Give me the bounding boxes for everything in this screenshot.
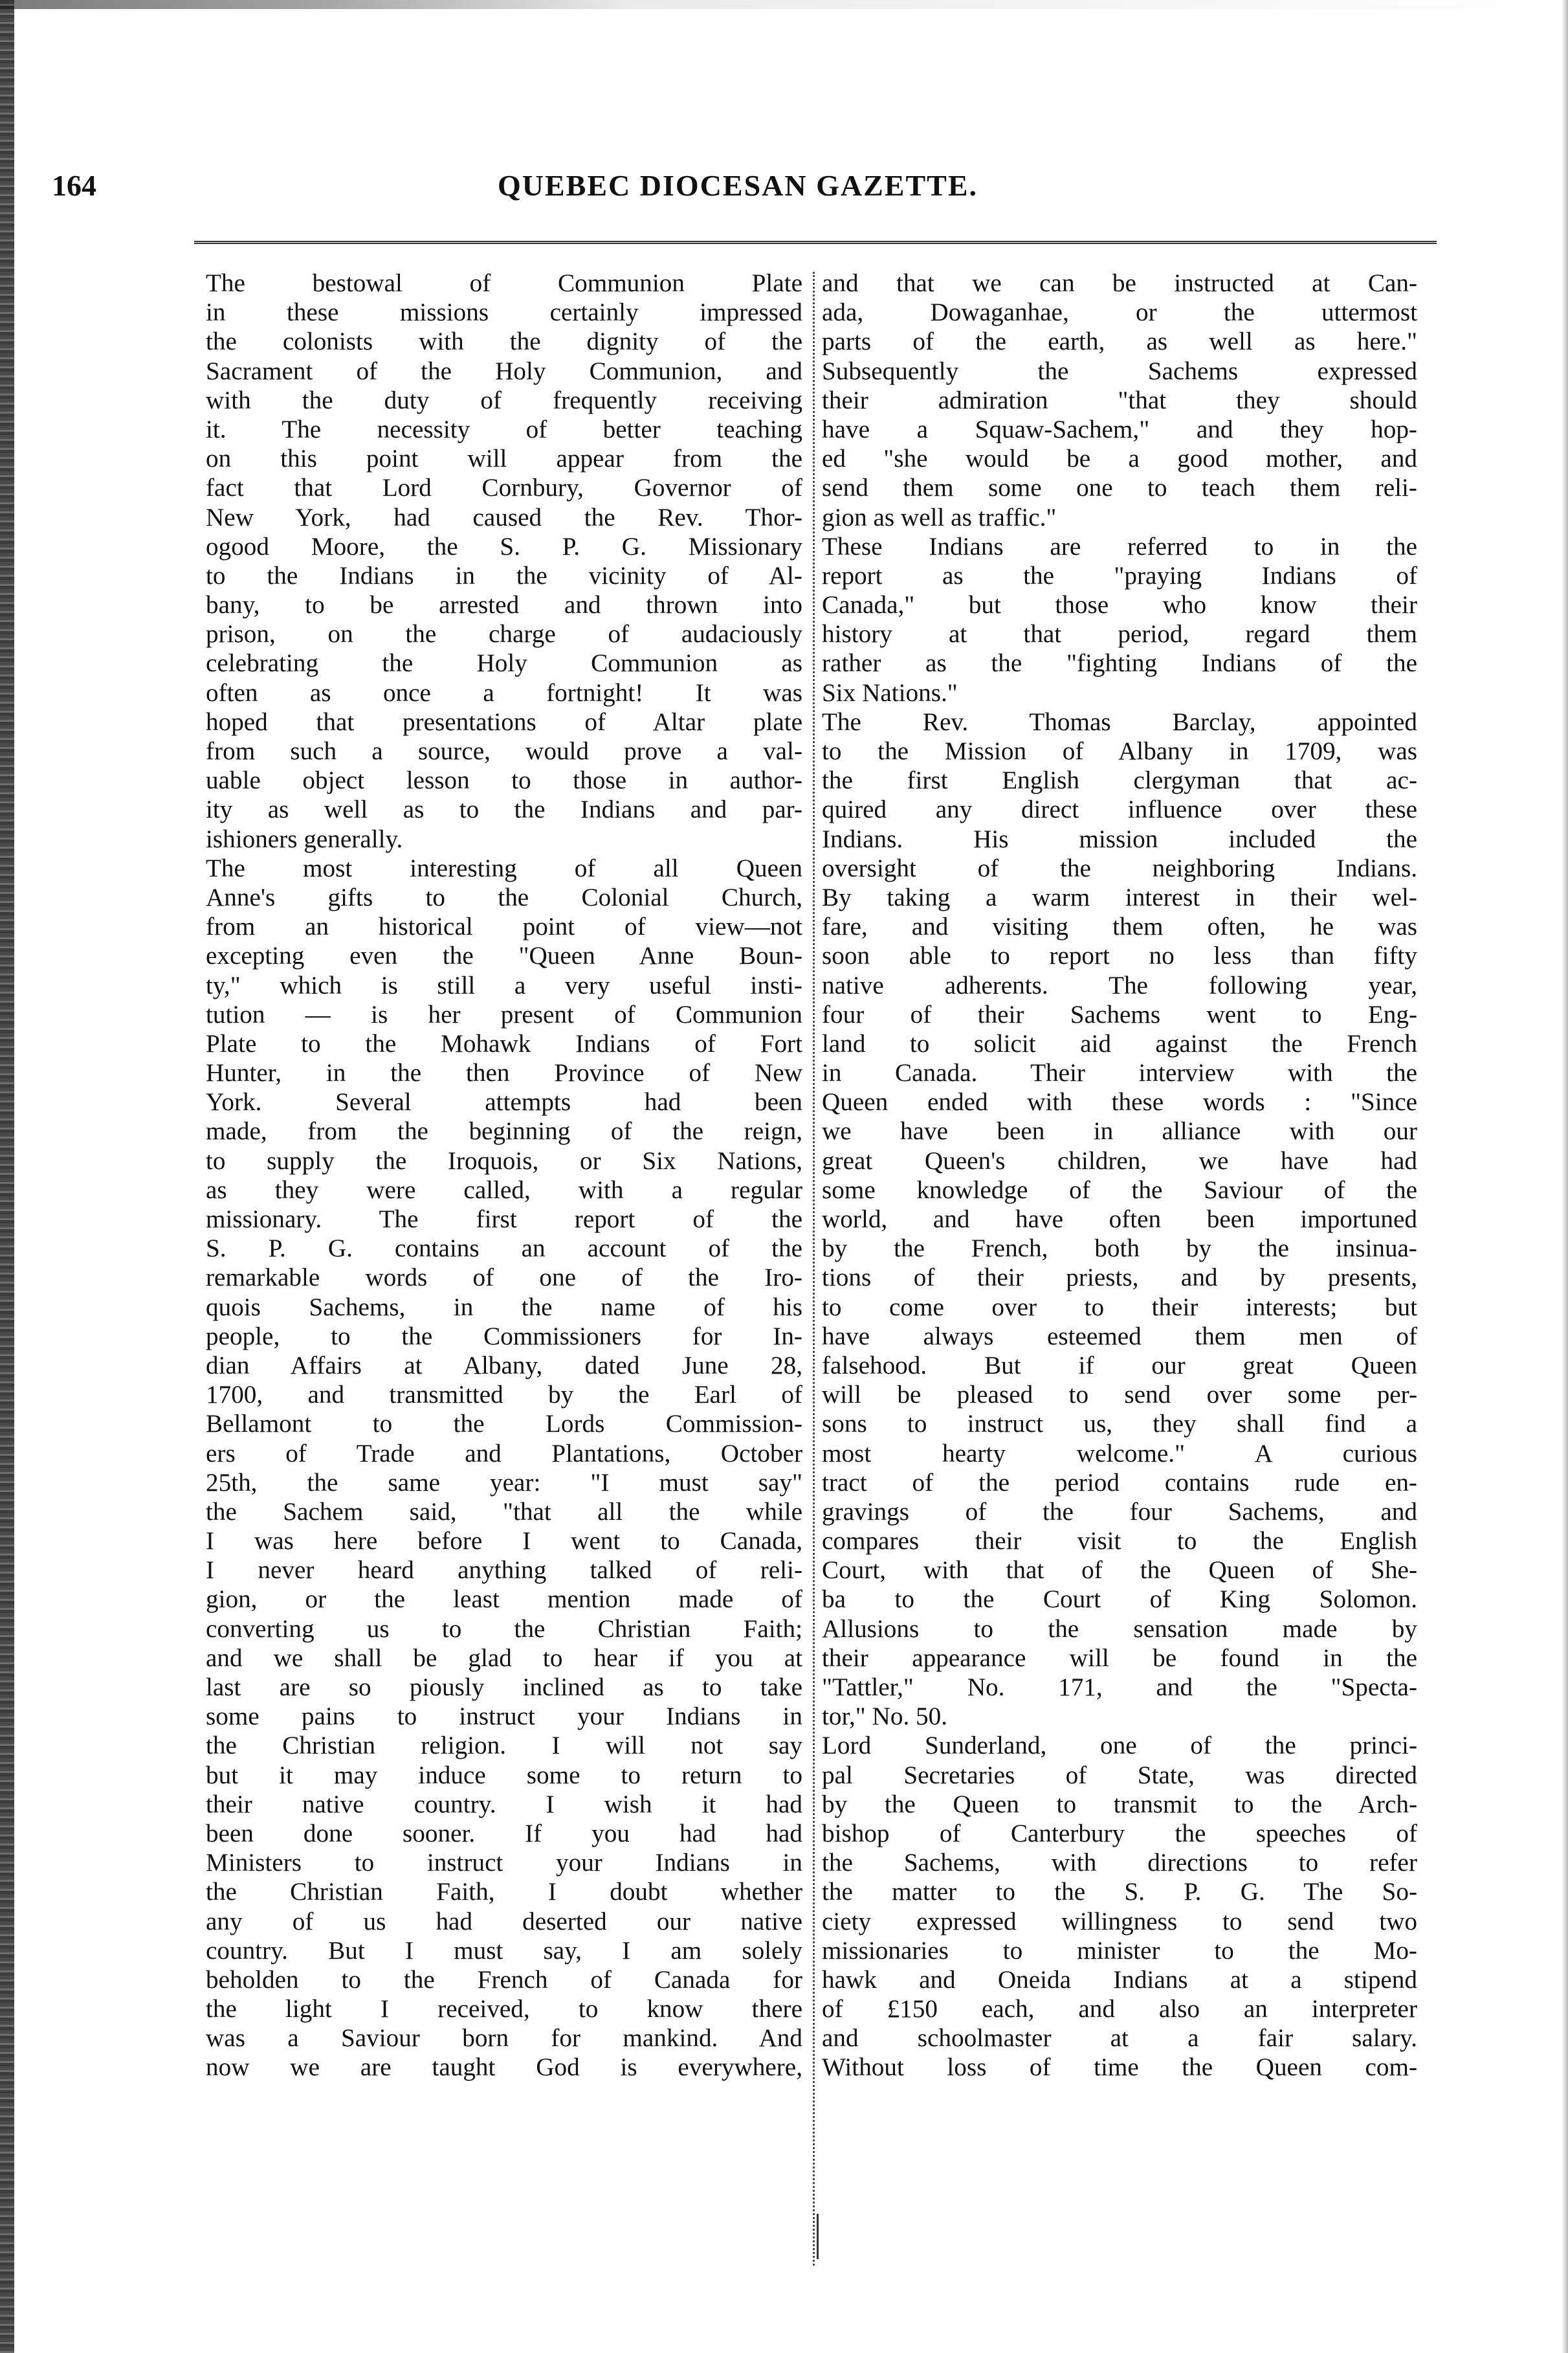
text-line: ada, Dowaganhae, or the uttermost [822,298,1417,327]
text-line: 1700, and transmitted by the Earl of [206,1381,802,1409]
text-line: The most interesting of all Queen [206,854,802,882]
text-line: the matter to the S. P. G. The So- [822,1878,1417,1906]
text-line: Subsequently the Sachems expressed [822,357,1417,385]
text-line: we have been in alliance with our [822,1117,1417,1146]
text-line: S. P. G. contains an account of the [206,1234,802,1263]
text-line: bishop of Canterbury the speeches of [822,1819,1417,1847]
text-line: Sacrament of the Holy Communion, and [206,357,802,385]
text-line: of £150 each, and also an interpreter [822,1995,1417,2024]
text-line: their native country. I wish it had [206,1790,802,1818]
text-line: now we are taught God is everywhere, [206,2053,802,2082]
text-line: parts of the earth, as well as here." [822,328,1417,356]
text-line: "Tattler," No. 171, and the "Specta- [822,1673,1417,1701]
text-line: the colonists with the dignity of the [206,328,802,356]
text-line: tract of the period contains rude en- [822,1468,1417,1497]
text-line: the Christian religion. I will not say [206,1732,802,1760]
text-line: tution — is her present of Communion [206,1000,802,1029]
scan-edge-top [0,0,1568,9]
text-line: gravings of the four Sachems, and [822,1497,1417,1526]
text-line: gion, or the least mention made of [206,1585,802,1614]
text-line: The Rev. Thomas Barclay, appointed [822,708,1417,736]
page-header [52,168,1424,220]
text-line: have always esteemed them men of [822,1322,1417,1350]
text-line: the light I received, to know there [206,1995,802,2024]
text-line: will be pleased to send over some per- [822,1381,1417,1409]
text-line: some pains to instruct your Indians in [206,1702,802,1731]
text-line: hoped that presentations of Altar plate [206,708,802,736]
text-line: pal Secretaries of State, was directed [822,1761,1417,1789]
text-line: country. But I must say, I am solely [206,1936,802,1965]
text-line: the Christian Faith, I doubt whether [206,1878,802,1906]
text-line: was a Saviour born for mankind. And [206,2024,802,2053]
text-line: These Indians are referred to in the [822,532,1417,561]
right-column [822,269,1417,2082]
text-line: some knowledge of the Saviour of the [822,1176,1417,1204]
text-line: on this point will appear from the [206,445,802,473]
text-line: ogood Moore, the S. P. G. Missionary [206,532,802,561]
text-line: and schoolmaster at a fair salary. [822,2024,1417,2053]
running-title: QUEBEC DIOCESAN GAZETTE. [498,169,978,202]
text-line: I never heard anything talked of reli- [206,1556,802,1585]
text-line: Six Nations." [822,678,958,707]
text-line: compares their visit to the English [822,1527,1417,1556]
text-line: land to solicit aid against the French [822,1029,1417,1058]
text-line: ciety expressed willingness to send two [822,1907,1417,1935]
text-line: ishioners generally. [206,825,403,853]
text-line: quois Sachems, in the name of his [206,1293,802,1321]
text-line: made, from the beginning of the reign, [206,1117,802,1146]
text-line: to supply the Iroquois, or Six Nations, [206,1146,802,1175]
text-line: to the Mission of Albany in 1709, was [822,737,1417,765]
text-line: the Sachem said, "that all the while [206,1497,802,1526]
text-line: By taking a warm interest in their wel- [822,883,1417,911]
text-line: New York, had caused the Rev. Thor- [206,503,802,531]
text-line: missionaries to minister to the Mo- [822,1936,1417,1965]
text-line: falsehood. But if our great Queen [822,1351,1417,1379]
text-line: I was here before I went to Canada, [206,1527,802,1556]
left-column [206,269,802,2082]
text-line: it. The necessity of better teaching [206,415,802,443]
text-line: Anne's gifts to the Colonial Church, [206,883,802,911]
text-line: Canada," but those who know their [822,591,1417,619]
text-line: fare, and visiting them often, he was [822,913,1417,941]
text-line: Bellamont to the Lords Commission- [206,1410,802,1438]
text-line: from such a source, would prove a val- [206,737,802,765]
text-line: Ministers to instruct your Indians in [206,1849,802,1877]
page-number: 164 [52,169,96,202]
text-line: with the duty of frequently receiving [206,386,802,414]
text-line: by the French, both by the insinua- [822,1234,1417,1263]
text-line: often as once a fortnight! It was [206,678,802,707]
text-line: by the Queen to transmit to the Arch- [822,1790,1417,1818]
text-line: send them some one to teach them reli- [822,474,1417,502]
text-line: remarkable words of one of the Iro- [206,1264,802,1292]
text-line: any of us had deserted our native [206,1907,802,1935]
text-line: celebrating the Holy Communion as [206,649,802,678]
text-line: and that we can be instructed at Can- [822,269,1417,297]
text-line: Queen ended with these words : "Since [822,1088,1417,1117]
text-line: but it may induce some to return to [206,1761,802,1789]
text-line: converting us to the Christian Faith; [206,1614,802,1643]
text-line: soon able to report no less than fifty [822,942,1417,970]
text-line: have a Squaw-Sachem," and they hop- [822,415,1417,443]
text-line: tor," No. 50. [822,1702,948,1731]
text-line: people, to the Commissioners for In- [206,1322,802,1350]
text-line: in these missions certainly impressed [206,298,802,327]
text-line: native adherents. The following year, [822,971,1417,999]
text-line: York. Several attempts had been [206,1088,802,1117]
text-line: ity as well as to the Indians and par- [206,796,802,824]
text-line: great Queen's children, we have had [822,1146,1417,1175]
text-line: hawk and Oneida Indians at a stipend [822,1965,1417,1994]
text-line: gion as well as traffic." [822,503,1057,531]
header-rule [194,241,1437,244]
text-line: quired any direct influence over these [822,796,1417,824]
text-line: ers of Trade and Plantations, October [206,1439,802,1467]
text-line: as they were called, with a regular [206,1176,802,1204]
text-line: uable object lesson to those in author- [206,766,802,795]
text-line: Lord Sunderland, one of the princi- [822,1732,1417,1760]
text-line: the first English clergyman that ac- [822,766,1417,795]
text-line: bany, to be arrested and thrown into [206,591,802,619]
text-line: dian Affairs at Albany, dated June 28, [206,1351,802,1379]
text-line: in Canada. Their interview with the [822,1059,1417,1087]
text-line: The bestowal of Communion Plate [206,269,802,297]
text-line: sons to instruct us, they shall find a [822,1410,1417,1438]
text-line: ba to the Court of King Solomon. [822,1585,1417,1614]
text-line: their appearance will be found in the [822,1644,1417,1672]
text-line: the Sachems, with directions to refer [822,1849,1417,1877]
text-line: report as the "praying Indians of [822,561,1417,590]
text-line: Court, with that of the Queen of She- [822,1556,1417,1585]
text-line: Indians. His mission included the [822,825,1417,853]
text-line: tions of their priests, and by presents, [822,1264,1417,1292]
scan-right-edge [1562,0,1568,2353]
text-line: prison, on the charge of audaciously [206,620,802,649]
text-line: oversight of the neighboring Indians. [822,854,1417,882]
text-line: history at that period, regard them [822,620,1417,649]
text-line: beholden to the French of Canada for [206,1965,802,1994]
text-line: rather as the "fighting Indians of the [822,649,1417,678]
text-line: most hearty welcome." A curious [822,1439,1417,1467]
text-line: to the Indians in the vicinity of Al- [206,561,802,590]
text-line: to come over to their interests; but [822,1293,1417,1321]
text-line: Allusions to the sensation made by [822,1614,1417,1643]
text-line: last are so piously inclined as to take [206,1673,802,1701]
scan-binding-edge [0,0,14,2353]
text-line: world, and have often been importuned [822,1205,1417,1233]
text-line: and we shall be glad to hear if you at [206,1644,802,1672]
text-line: Without loss of time the Queen com- [822,2053,1417,2082]
text-line: Hunter, in the then Province of New [206,1059,802,1087]
text-line: been done sooner. If you had had [206,1819,802,1847]
text-line: fact that Lord Cornbury, Governor of [206,474,802,502]
column-end-mark [817,2214,819,2259]
text-line: excepting even the "Queen Anne Boun- [206,942,802,970]
text-line: their admiration "that they should [822,386,1417,414]
text-line: 25th, the same year: "I must say" [206,1468,802,1497]
text-line: four of their Sachems went to Eng- [822,1000,1417,1029]
text-line: ed "she would be a good mother, and [822,445,1417,473]
text-line: ty," which is still a very useful insti- [206,971,802,999]
text-line: from an historical point of view—not [206,913,802,941]
column-divider [813,272,815,2266]
text-line: missionary. The first report of the [206,1205,802,1233]
text-line: Plate to the Mohawk Indians of Fort [206,1029,802,1058]
